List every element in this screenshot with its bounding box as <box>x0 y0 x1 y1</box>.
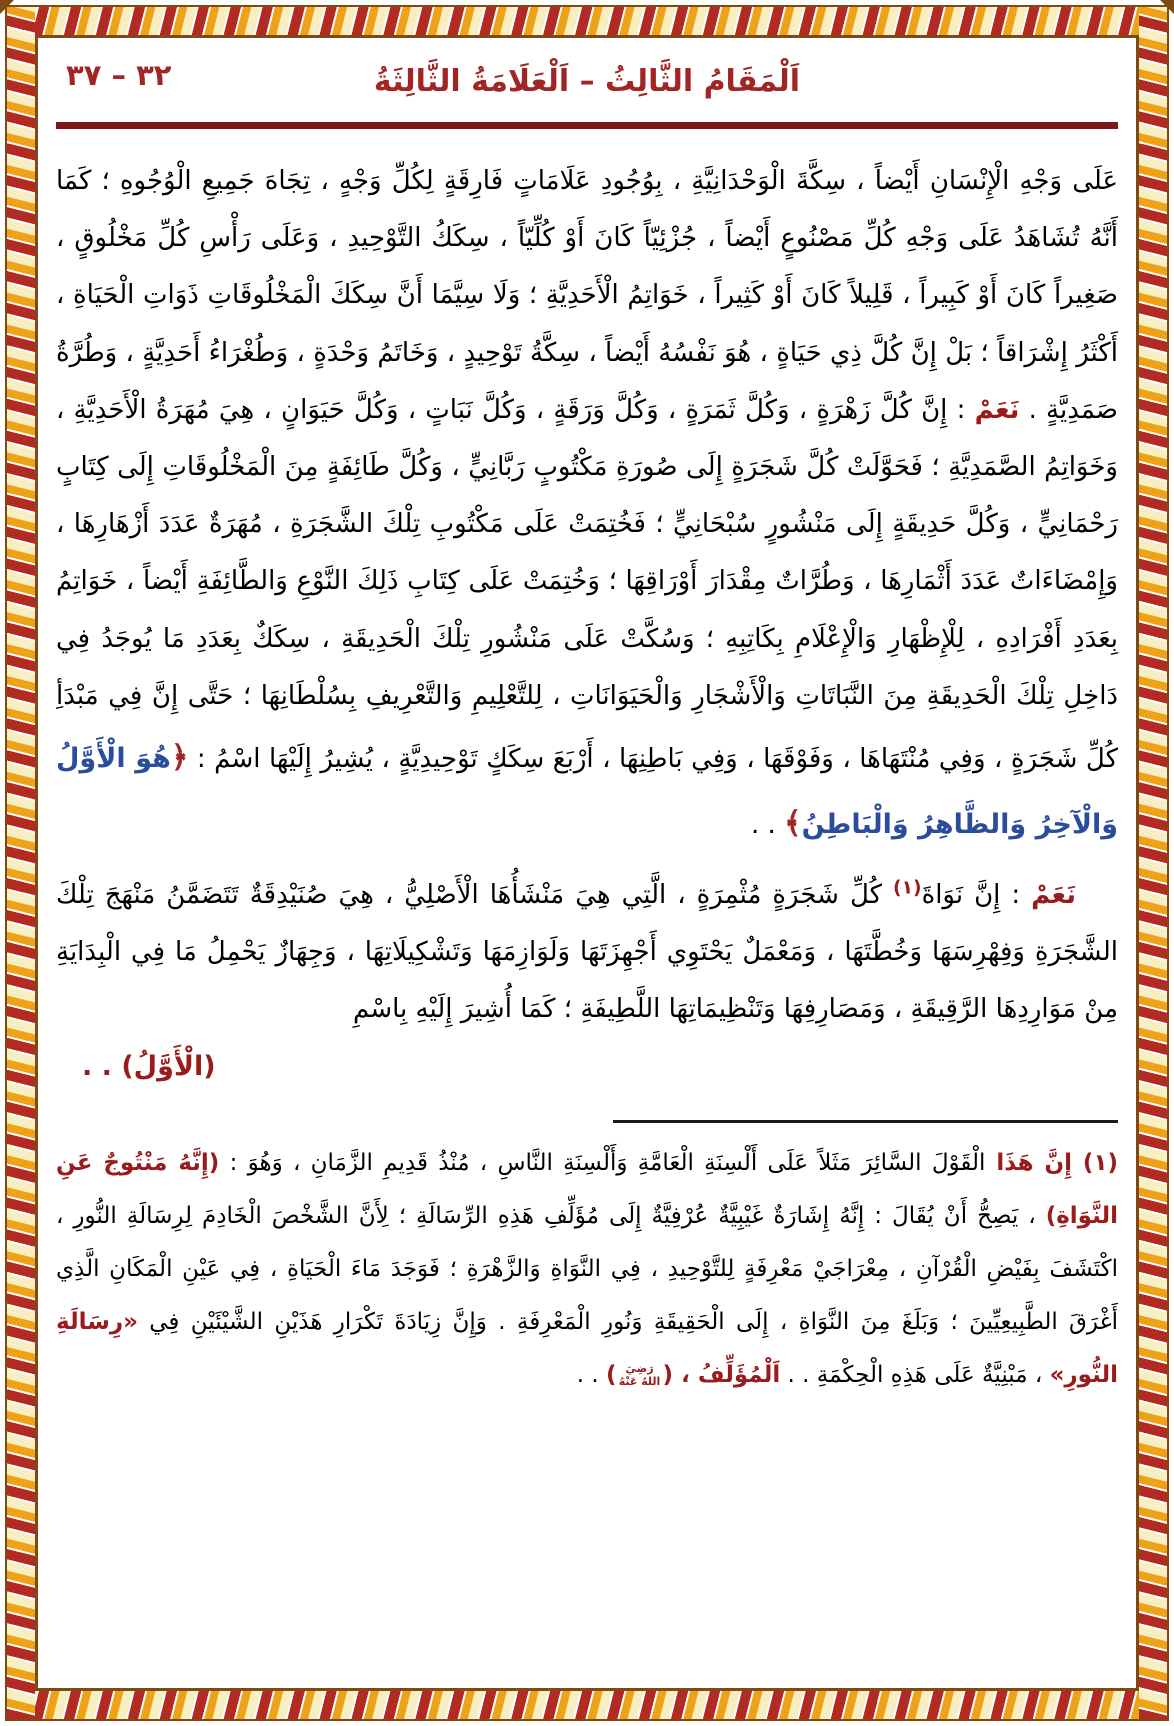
paragraph-1 <box>56 153 1118 857</box>
footnote-text: . . <box>576 1362 607 1388</box>
body-text <box>56 153 1118 1094</box>
page-header <box>56 56 1118 112</box>
footnote-separator-rule <box>613 1120 1118 1123</box>
footnote-quoted-saying: (إِنَّهُ مَنْتُوجٌ عَنِ النَّوَاةِ) <box>56 1150 1118 1230</box>
author-signature: اَلْمُؤَلِّفُ ، <box>681 1362 781 1388</box>
page-range: ٣٢ – ٣٧ <box>66 58 172 92</box>
paragraph-1-text: . . <box>750 809 785 840</box>
verse-bracket-close-icon: ﴾ <box>784 805 802 841</box>
footnote-number-lead: (١) إِنَّ هَذَا <box>985 1150 1119 1177</box>
page-content <box>38 38 1136 1688</box>
paragraph-1-text: عَلَى وَجْهِ الْإِنْسَانِ أَيْضاً ، سِكَّةَ الْوَحْدَانِيَّةِ ، بِوُجُودِ عَلَامَاتٍ فَارِقَةٍ لِكُلِّ وَجْهٍ ، تِجَاهَ جَمِيعِ الْوُجُوهِ ؛ كَمَا أَنَّهُ تُشَاهَدُ عَلَى وَجْهِ كُلِّ مَصْنُوعٍ أَيْضاً ، جُزْئِيّاً كَانَ أَوْ كُلِّيّاً ، سِكَكُ التَّوْحِيدِ ، وَعَلَى رَأْسِ كُلِّ مَخْلُوقٍ ، صَغِيراً كَانَ أَوْ كَبِيراً ، قَلِيلاً كَانَ أَوْ كَثِيراً ، خَوَاتِمُ الْأَحَدِيَّةِ ؛ وَلَا سِيَّمَا أَنَّ سِكَكَ الْمَخْلُوقَاتِ ذَوَاتِ الْحَيَاةِ ، أَكْثَرُ إِشْرَاقاً ؛ بَلْ إِنَّ كُلَّ ذِي حَيَاةٍ ، هُوَ نَفْسُهُ أَيْضاً ، سِكَّةُ تَوْحِيدٍ ، وَخَاتَمُ وَحْدَةٍ ، وَطُغْرَاءُ أَحَدِيَّةٍ ، وَطُرَّةُ صَمَدِيَّةٍ . <box>56 166 1118 425</box>
footnote-text: ، مَبْنِيَّةٌ عَلَى هَذِهِ الْحِكْمَةِ . . <box>780 1362 1050 1388</box>
ornamental-border-right <box>1139 7 1167 1719</box>
footnote-reference-marker: (١) <box>893 877 922 899</box>
paragraph-2 <box>56 867 1118 1039</box>
paragraph-1-text: : إِنَّ كُلَّ زَهْرَةٍ ، وَكُلَّ ثَمَرَةٍ ، وَكُلَّ وَرَقَةٍ ، وَكُلَّ نَبَاتٍ ، وَكُلَّ حَيَوَانٍ ، هِيَ مُهَرَةُ الْأَحَدِيَّةِ ، وَخَوَاتِمُ الصَّمَدِيَّةِ ؛ فَحَوَّلَتْ كُلَّ شَجَرَةٍ إِلَى صُورَةِ مَكْتُوبٍ رَبَّانِيٍّ ، وَكُلَّ طَائِفَةٍ مِنَ الْمَخْلُوقَاتِ إِلَى كِتَابٍ رَحْمَانِيٍّ ، وَكُلَّ حَدِيقَةٍ إِلَى مَنْشُورٍ سُبْحَانِيٍّ ؛ فَخُتِمَتْ عَلَى مَكْتُوبِ تِلْكَ الشَّجَرَةِ ، مُهَرَةٌ عَدَدَ أَزْهَارِهَا ، وَإِمْضَاءَاتٌ عَدَدَ أَثْمَارِهَا ، وَطُرَّاتٌ مِقْدَارَ أَوْرَاقِهَا ؛ وَخُتِمَتْ عَلَى كِتَابِ ذَلِكَ النَّوْعِ وَالطَّائِفَةِ أَيْضاً ، خَوَاتِمُ بِعَدَدِ أَفْرَادِهِ ، لِلْإِظْهَارِ وَالْإِعْلَامِ بِكَاتِبِهِ ؛ وَسُكَّتْ عَلَى مَنْشُورِ تِلْكَ الْحَدِيقَةِ ، سِكَكٌ بِعَدَدِ مَا يُوجَدُ فِي دَاخِلِ تِلْكَ الْحَدِيقَةِ مِنَ النَّبَاتَاتِ وَالْأَشْجَارِ وَالْحَيَوَانَاتِ ، لِلتَّعْلِيمِ وَالتَّعْرِيفِ بِسُلْطَانِهَا ؛ حَتَّى إِنَّ فِي مَبْدَأِ كُلِّ شَجَرَةٍ ، وَفِي مُنْتَهَاهَا ، وَفَوْقَهَا ، وَفِي بَاطِنِهَا ، أَرْبَعَ سِكَكٍ تَوْحِيدِيَّةٍ ، يُشِيرُ إِلَيْهَا اسْمُ : <box>56 394 1118 774</box>
paragraph-2-text: : إِنَّ نَوَاةَ <box>921 879 1032 910</box>
footnote-text: الْقَوْلَ السَّائِرَ مَثَلاً عَلَى أَلْسِنَةِ الْعَامَّةِ وَأَلْسِنَةِ النَّاسِ ، مُنْذُ قَدِيمِ الزَّمَانِ ، وَهُوَ : <box>219 1150 986 1177</box>
ornamental-border-bottom <box>7 1691 1167 1719</box>
verse-bracket-open-icon: ﴿ <box>170 739 189 775</box>
affirmation-word: نَعَمْ <box>1031 879 1076 910</box>
divine-name-closing: (الْأَوَّلُ) . . <box>82 1051 216 1083</box>
book-title: «رِسَالَةِ النُّورِ» <box>56 1309 1118 1388</box>
corner-ornament-icon <box>0 0 14 14</box>
author-seal-text: رَضِيَ اللهُ عَنْهُ <box>618 1362 661 1388</box>
corner-ornament-icon <box>1160 0 1174 14</box>
author-seal-icon: (رَضِيَ اللهُ عَنْهُ) <box>606 1362 682 1388</box>
ornamental-border-top <box>7 7 1167 35</box>
ornamental-border-left <box>7 7 35 1719</box>
affirmation-word: نَعَمْ <box>974 394 1020 425</box>
footnote-text: ، يَصِحُّ أَنْ يُقَالَ : إِنَّهُ إِشَارَةٌ غَيْبِيَّةٌ عُرْفِيَّةٌ إِلَى مُؤَلِّفِ هَذِهِ الرِّسَالَةِ ؛ لِأَنَّ الشَّخْصَ الْخَادِمَ لِرِسَالَةِ النُّورِ ، اكْتَشَفَ بِفَيْضِ الْقُرْآنِ ، مِعْرَاجَيْ مَعْرِفَةٍ لِلتَّوْحِيدِ ، فِي النَّوَاةِ وَالزَّهْرَةِ ؛ فَوَجَدَ مَاءَ الْحَيَاةِ ، فِي عَيْنِ الْمَكَانِ الَّذِي أَغْرَقَ الطَّبِيعِيِّينَ ؛ وَبَلَغَ مِنَ النَّوَاةِ ، إِلَى الْحَقِيقَةِ وَنُورِ الْمَعْرِفَةِ . وَإِنَّ زِيَادَةَ تَكْرَارِ هَذَيْنِ الشَّيْئَيْنِ فِي <box>56 1203 1118 1336</box>
page-title: اَلْمَقَامُ الثَّالِثُ – اَلْعَلَامَةُ الثَّالِثَةُ <box>373 64 801 99</box>
paragraph-2-text: كُلِّ شَجَرَةٍ مُثْمِرَةٍ ، الَّتِي هِيَ مَنْشَأُهَا الْأَصْلِيُّ ، هِيَ صُنَيْدِقَةٌ تَتَضَمَّنُ مَنْهَجَ تِلْكَ الشَّجَرَةِ وَفِهْرِسَهَا وَخُطَّتَهَا ، وَمَعْمَلٌ يَحْتَوِي أَجْهِزَتَهَا وَلَوَازِمَهَا وَتَشْكِيلَاتِهَا ، وَجِهَازٌ يَحْمِلُ مَا فِي الْبِدَايَةِ مِنْ مَوَارِدِهَا الرَّقِيقَةِ ، وَمَصَارِفِهَا وَتَنْظِيمَاتِهَا اللَّطِيفَةِ ؛ كَمَا أُشِيرَ إِلَيْهِ بِاسْمِ <box>56 879 1118 1025</box>
quran-verse: هُوَ الْأَوَّلُ وَالْآخِرُ وَالظَّاهِرُ وَالْبَاطِنُ <box>56 742 1118 840</box>
footnote <box>56 1137 1118 1401</box>
header-double-rule <box>56 122 1118 129</box>
